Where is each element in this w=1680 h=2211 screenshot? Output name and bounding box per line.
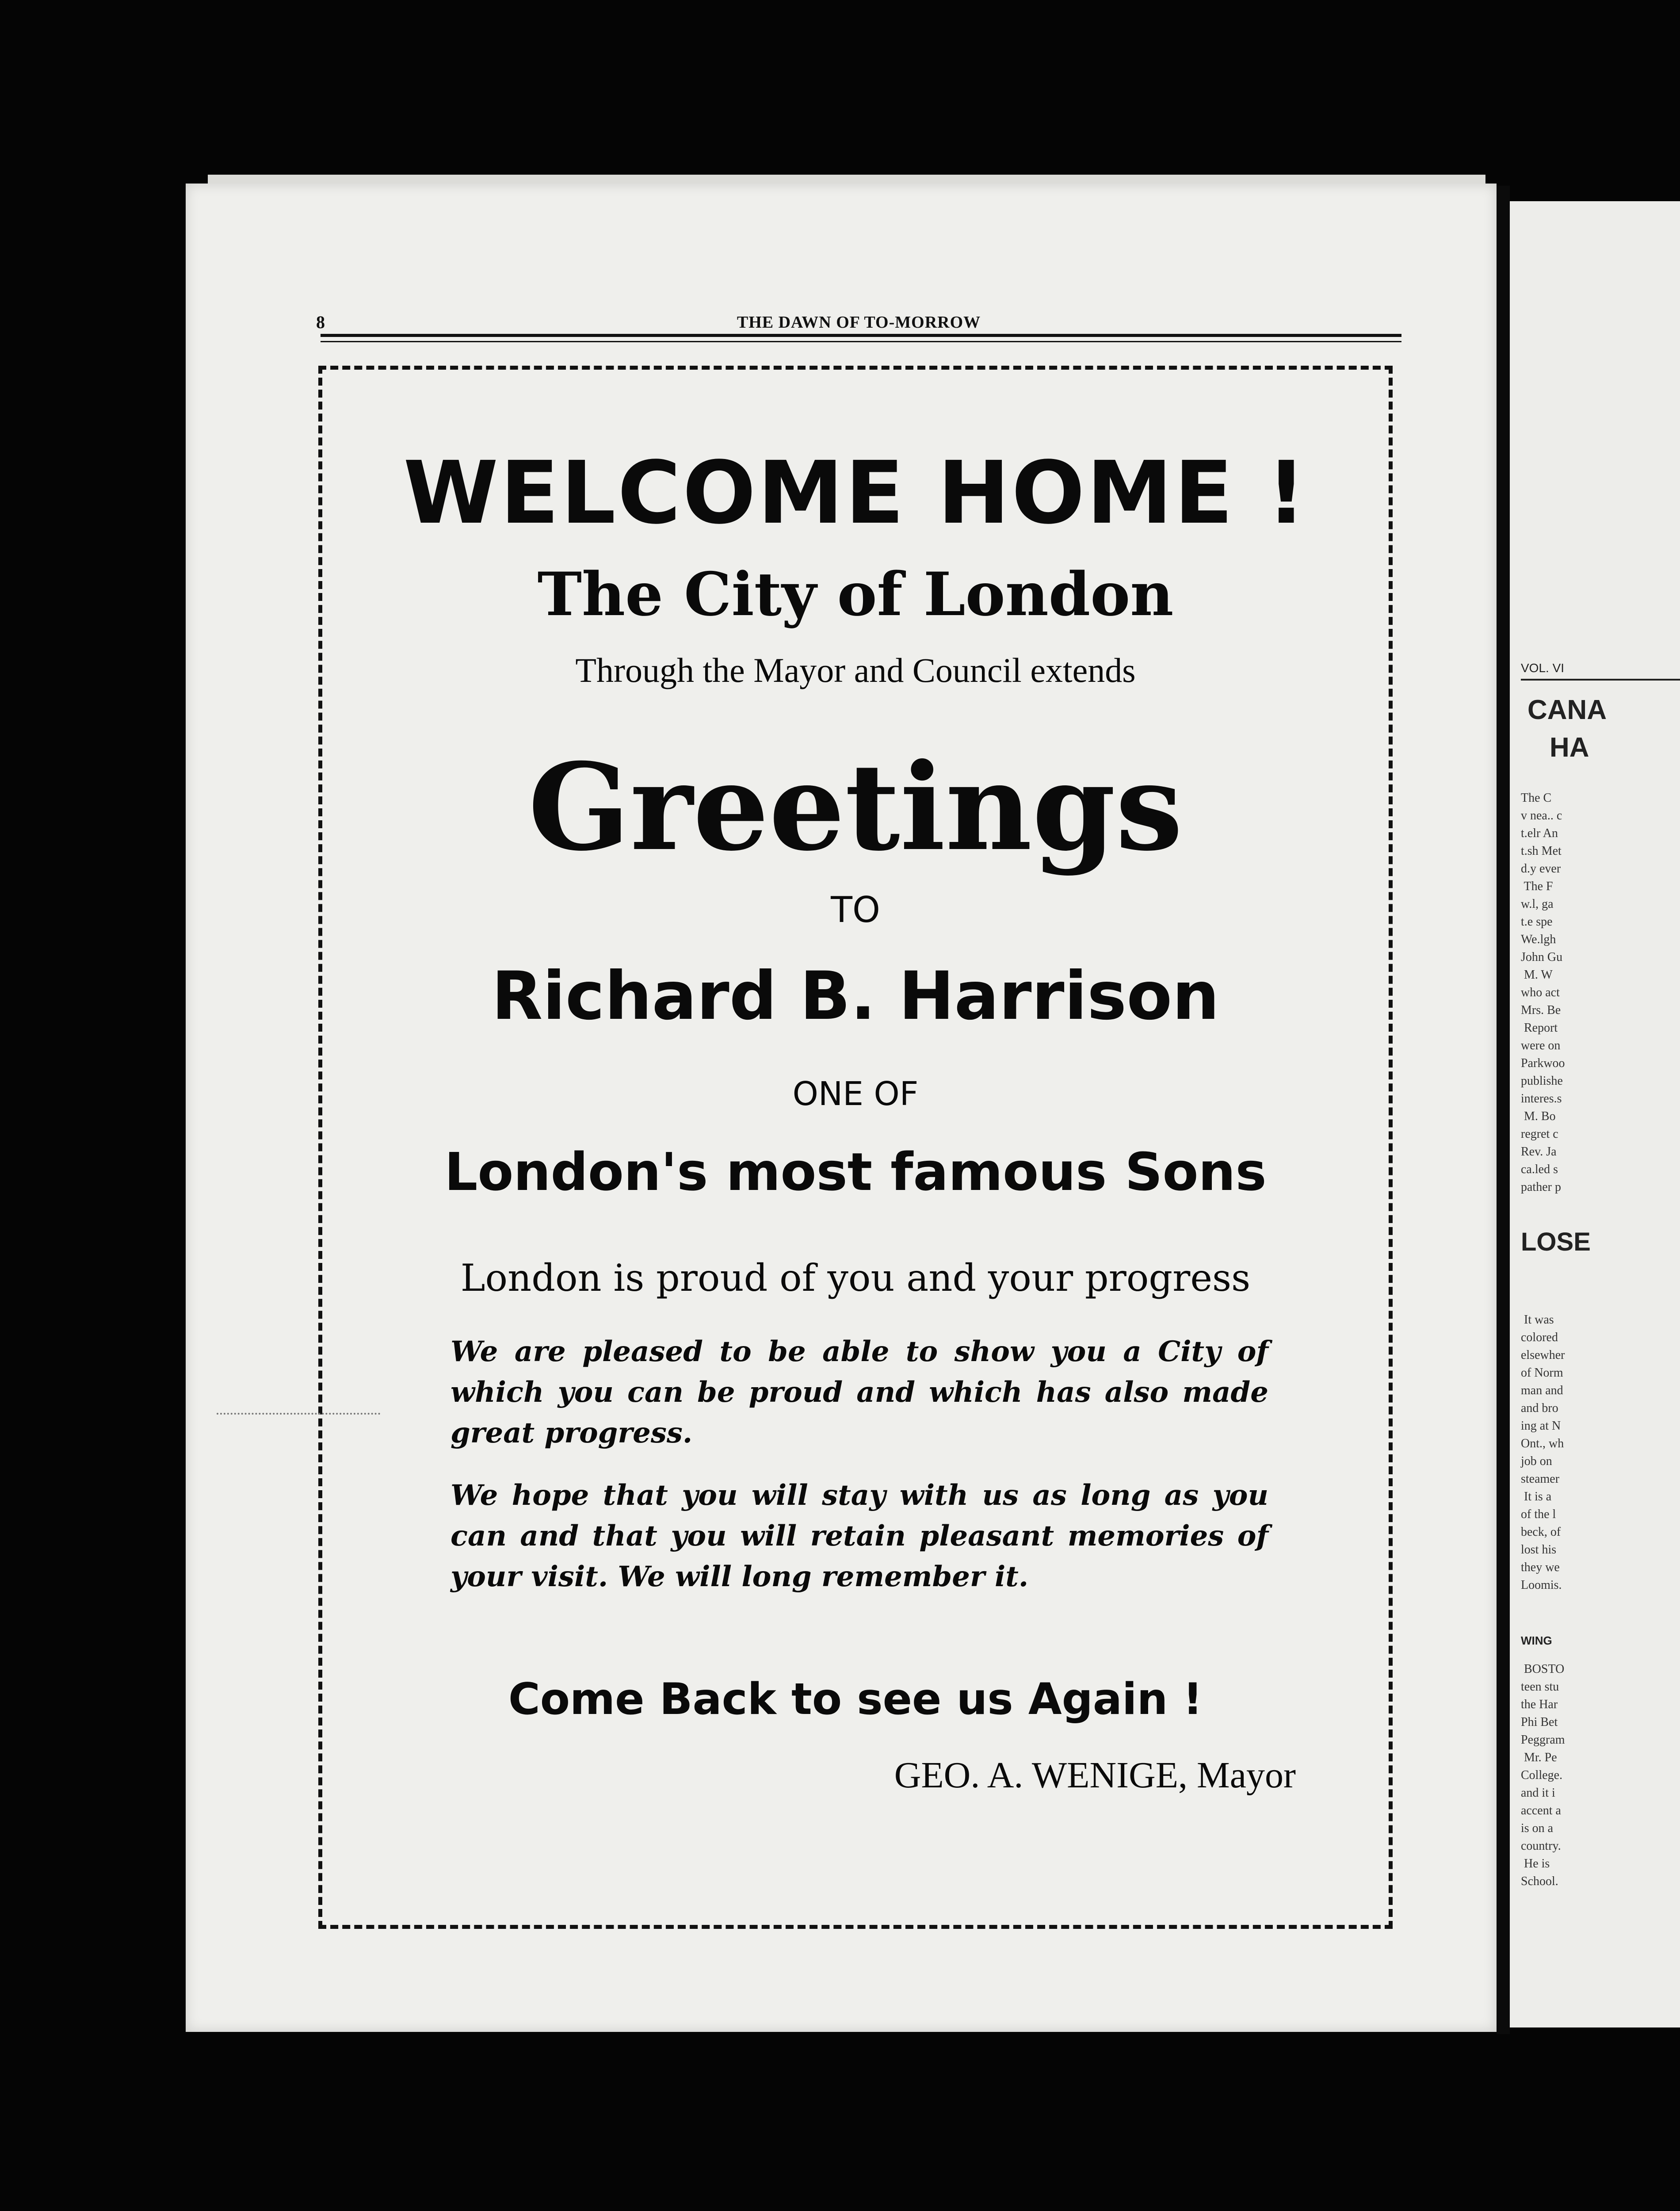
dotted-margin-mark [217, 1413, 380, 1415]
header-rule-thin [321, 341, 1401, 342]
adjacent-page [1510, 201, 1680, 2027]
adjacent-vol: VOL. VI [1521, 661, 1565, 675]
greetings-title: Greetings [528, 737, 1183, 877]
to-line: TO [831, 889, 880, 930]
adjacent-column-3: BOSTO teen stu the Har Phi Bet Peggram Mr. Pe College. and it i accent a is on a country. He is School. [1521, 1662, 1565, 1888]
honoree-name: Richard B. Harrison [491, 958, 1220, 1035]
city-name: The City of London [537, 559, 1174, 629]
adjacent-rule [1521, 679, 1680, 681]
adjacent-headline-3: LOSE [1521, 1228, 1591, 1256]
adjacent-column-2: It was colored elsewher of Norm man and and bro ing at N Ont., wh job on steamer It is a of the l beck, of lost his they we Loomis. [1521, 1313, 1565, 1592]
through-line: Through the Mayor and Council extends [575, 651, 1136, 689]
one-of-line: ONE OF [792, 1075, 919, 1113]
famous-sons-line: London's most famous Sons [444, 1141, 1267, 1202]
newspaper-page [186, 184, 1497, 2032]
proud-line: London is proud of you and your progress [460, 1256, 1251, 1300]
page-gutter [1497, 186, 1510, 2034]
adjacent-column-1: The C v nea.. c t.elr An t.sh Met d.y ever The F w.l, ga t.e spe We.lgh John Gu M. W who act Mrs. Be Report were on Parkwoo publishe interes.s M. Bo regret c Rev. Ja ca.led s pather p [1521, 791, 1565, 1194]
come-back-line: Come Back to see us Again ! [508, 1674, 1203, 1725]
paragraph-1: We are pleased to be able to show you a City of which you can be proud and which has also made great progress. [451, 1335, 1268, 1450]
adjacent-headline-4: WING [1521, 1634, 1552, 1647]
greeting-advertisement [318, 366, 1393, 1929]
paragraph-2: We hope that you will stay with us as long as you can and that you will retain pleasant memories of your visit. We will long remember it. [451, 1479, 1268, 1593]
adjacent-headline-1: CANA [1527, 695, 1607, 725]
mayor-signature: GEO. A. WENIGE, Mayor [894, 1755, 1296, 1796]
running-title: THE DAWN OF TO-MORROW [737, 313, 981, 332]
headline: WELCOME HOME ! [403, 443, 1308, 543]
header-rule-thick [321, 334, 1401, 337]
adjacent-headline-2: HA [1550, 732, 1589, 763]
page-number: 8 [316, 312, 325, 332]
